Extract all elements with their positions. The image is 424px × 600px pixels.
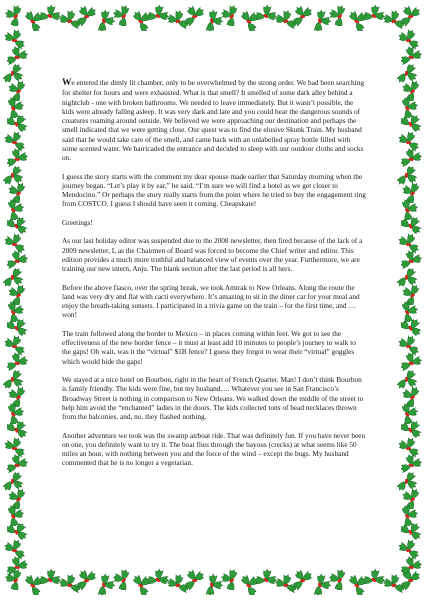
- paragraph-airboat: Another adventure we took was the swamp airboat ride. That was definitely fun. If you have never been on one, you definitely want to try it. The boat flies through the bayous (crecks) at what seems like 50 miles an hour, with nothing between you and the force of the wind – except the bugs. My husband commented that he is no longer a vegetarian.: [62, 430, 366, 468]
- holly-border-bottom: [0, 562, 424, 600]
- paragraph-editor: As our last holiday editor was suspended due to the 2008 newsletter, then fired because of the lack of a 2009 newsletter, I, as the Chairmen of Board was forced to become the Chief writer and editor. This edition provides a much more truthful and balanced view of events over the year. Furthermore, we are training our new intern, Anju. The blank section after the last period is all hers.: [62, 236, 363, 273]
- holly-icon: [7, 555, 29, 577]
- paragraph-story-start: I guess the story starts with the comment my dear spouse made earlier that Saturday morning when the journey began. “Let’s play it by ear,” he said. “I’m sure we will find a hotel as we get closer to Mendocino.” Or perhaps the story really starts from the point where he tried to buy the engagement ring from COSTCO. I guess I should have seen it coming. Cheapskate!: [62, 171, 366, 209]
- greeting: Greetings!: [62, 217, 93, 227]
- holly-border-right: [394, 0, 424, 600]
- drop-cap: W: [62, 78, 72, 88]
- holly-icon: [401, 555, 423, 577]
- holly-border-top: [0, 0, 424, 40]
- paragraph-intro: [62, 78, 366, 162]
- paragraph-text: e entered the dimly lit chamber, only to be overwhelmed by the strong order. We had been searching for shelter for hours and were exhausted. What is that smell? It smelled of some dark alley behind a nightclub - one with broken bathrooms. We needed to leave immediately. But it wasn’t possible, the kids were already falling asleep. It was very dark and late and you could hear the dangerous sounds of creatures roaming around outside. We believed we were approaching our destination and perhaps the smell indicated that we were getting close. Our quest was to find the elusive Skunk Train. My husband said that he would take care of the smell, and came back with an unlabelled spray bottle filled with some scented water. We barricaded the entrance and decided to sleep with our outdoor cloths and socks on.: [62, 78, 364, 162]
- holly-border-left: [0, 0, 30, 600]
- paragraph-amtrak: Before the above fiasco, over the spring break, we took Amtrak to New Orleans. Along the route the land was very dry and flat with cacti everywhere. It’s amazing to sit in the diner car for your meal and enjoy the breath-taking sunsets. I participated in a trivia game on the train – for the first time, and … won!: [62, 282, 360, 320]
- paragraph-bourbon: We stayed at a nice hotel on Bourbon, right in the heart of French Quarter. Man! I don’t think Bourbon is family friendly. The kids were fine, but my husband…. Whatever you see in San Francisco’s Broadway Street is nothing in comparison to New Orleans. We walked down the middle of the street to help him avoid the “enchanted” ladies in the doors. The kids collected tons of bead necklaces thrown from the balconies, and, no, they flashed nothing.: [62, 375, 364, 421]
- paragraph-border: The train followed along the border to Mexico – in places coming within feet. We got to see the effectiveness of the new border fence – it must at least add 10 minutes to people’s journey to walk to the gaps! Oh wait, was it the “virtual” $1B fence? I guess they forgot to wear their “virtual” goggles which would hide the gaps!: [62, 328, 356, 366]
- letter-body: [62, 78, 366, 477]
